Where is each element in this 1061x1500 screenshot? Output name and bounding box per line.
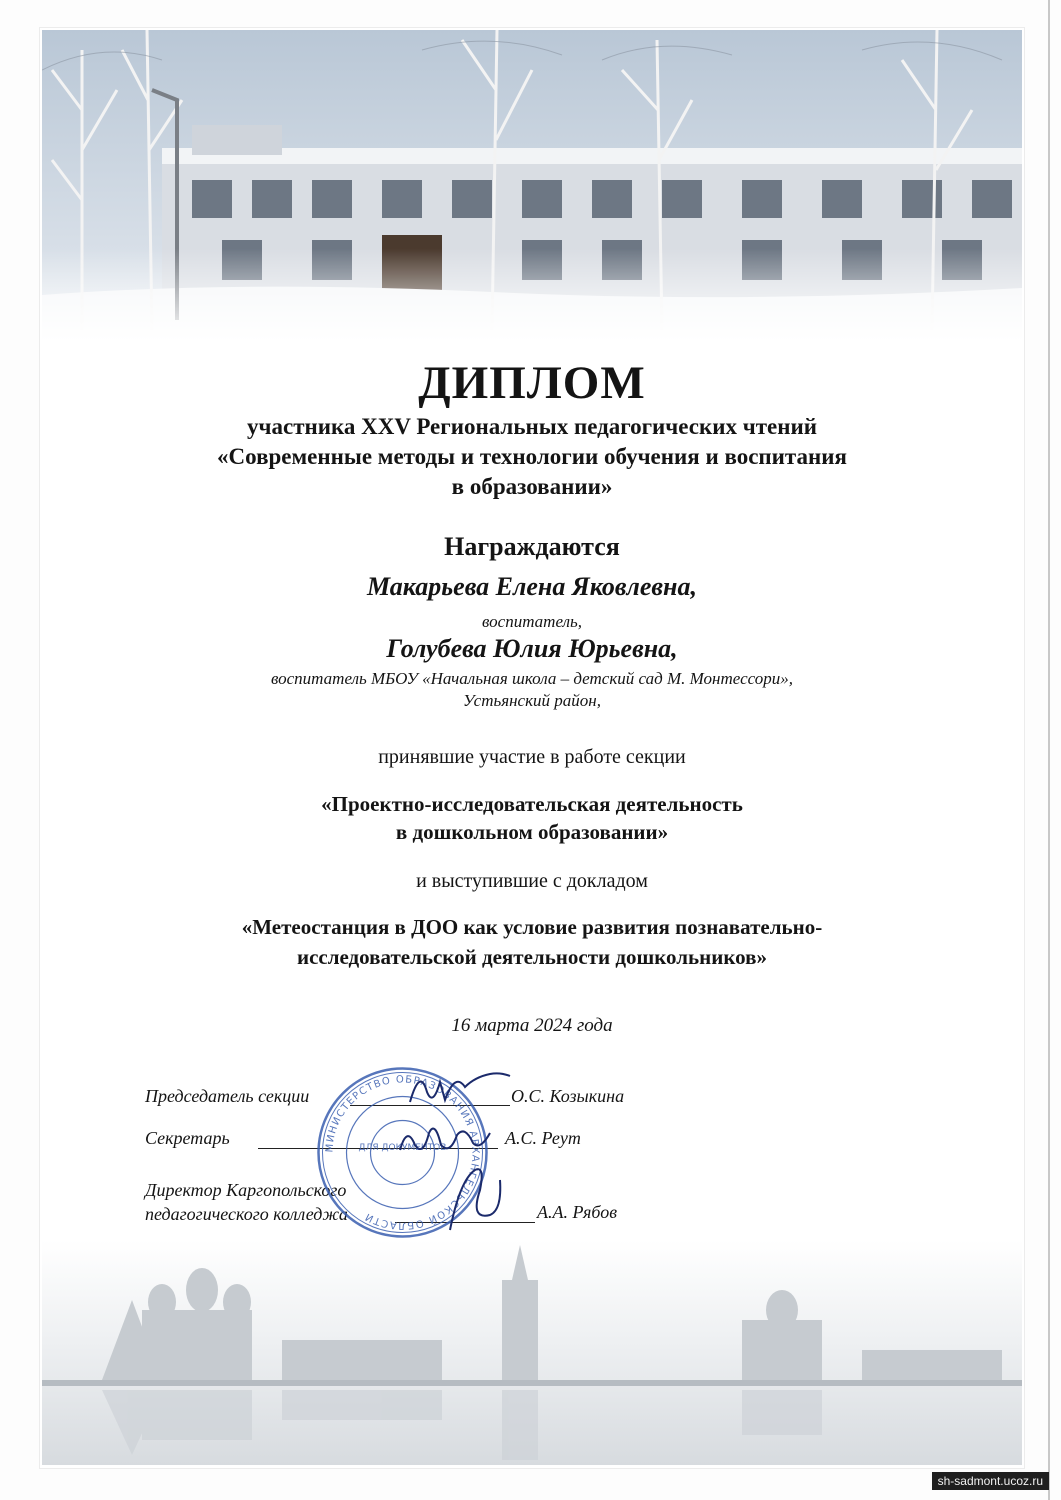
- church-landscape-photo: [42, 1240, 1022, 1465]
- director-label-line: педагогического колледжа: [145, 1204, 348, 1224]
- role-line: Устьянский район,: [463, 691, 601, 710]
- recipient-name: Голубева Юлия Юрьевна,: [386, 634, 678, 663]
- section-line: в дошкольном образовании»: [395, 820, 669, 844]
- subtitle-line: в образовании»: [451, 474, 613, 499]
- director-signature: [440, 1160, 510, 1240]
- subtitle-line: участника XXV Региональных педагогических чтений: [247, 414, 817, 439]
- report-line: исследовательской деятельности дошкольников»: [296, 945, 768, 969]
- subtitle-line: «Современные методы и технологии обучения и воспитания: [217, 444, 847, 469]
- diploma-title: ДИПЛОМ: [418, 357, 646, 409]
- section-line: «Проектно-исследовательская деятельность: [321, 792, 743, 816]
- recipient-role: воспитатель,: [482, 612, 582, 631]
- director-name: А.А. Рябов: [537, 1202, 618, 1222]
- secretary-signature: [395, 1115, 495, 1160]
- secretary-label: Секретарь: [145, 1128, 230, 1148]
- awarded-label: Награждаются: [444, 532, 620, 561]
- school-winter-photo: [42, 30, 1022, 342]
- chair-name: О.С. Козыкина: [511, 1086, 625, 1106]
- report-intro: и выступившие с докладом: [416, 870, 648, 892]
- secretary-name: А.С. Реут: [505, 1128, 581, 1148]
- award-date: 16 марта 2024 года: [451, 1015, 613, 1036]
- event-subtitle: [42, 412, 1022, 502]
- section-title: [42, 790, 1022, 846]
- stamp-outer-text: МИНИСТЕРСТВО ОБРАЗОВАНИЯ АРХАНГЕЛЬСКОЙ ОБЛАСТИ: [324, 1074, 481, 1231]
- scan-edge: [1048, 0, 1050, 1500]
- participation-text: принявшие участие в работе секции: [378, 746, 686, 768]
- recipient-role: [42, 668, 1022, 712]
- recipient-name: Макарьева Елена Яковлевна,: [367, 572, 697, 601]
- director-label-line: Директор Каргопольского: [145, 1180, 347, 1200]
- stamp-center-text: ДЛЯ ДОКУМЕНТОВ: [358, 1143, 447, 1153]
- site-watermark: sh-sadmont.ucoz.ru: [932, 1472, 1049, 1490]
- report-line: «Метеостанция в ДОО как условие развития познавательно-: [241, 915, 823, 939]
- chair-label: Председатель секции: [145, 1086, 310, 1106]
- report-title: [42, 912, 1022, 972]
- role-line: воспитатель МБОУ «Начальная школа – детский сад М. Монтессори»,: [270, 669, 794, 688]
- chair-signature: [405, 1062, 515, 1112]
